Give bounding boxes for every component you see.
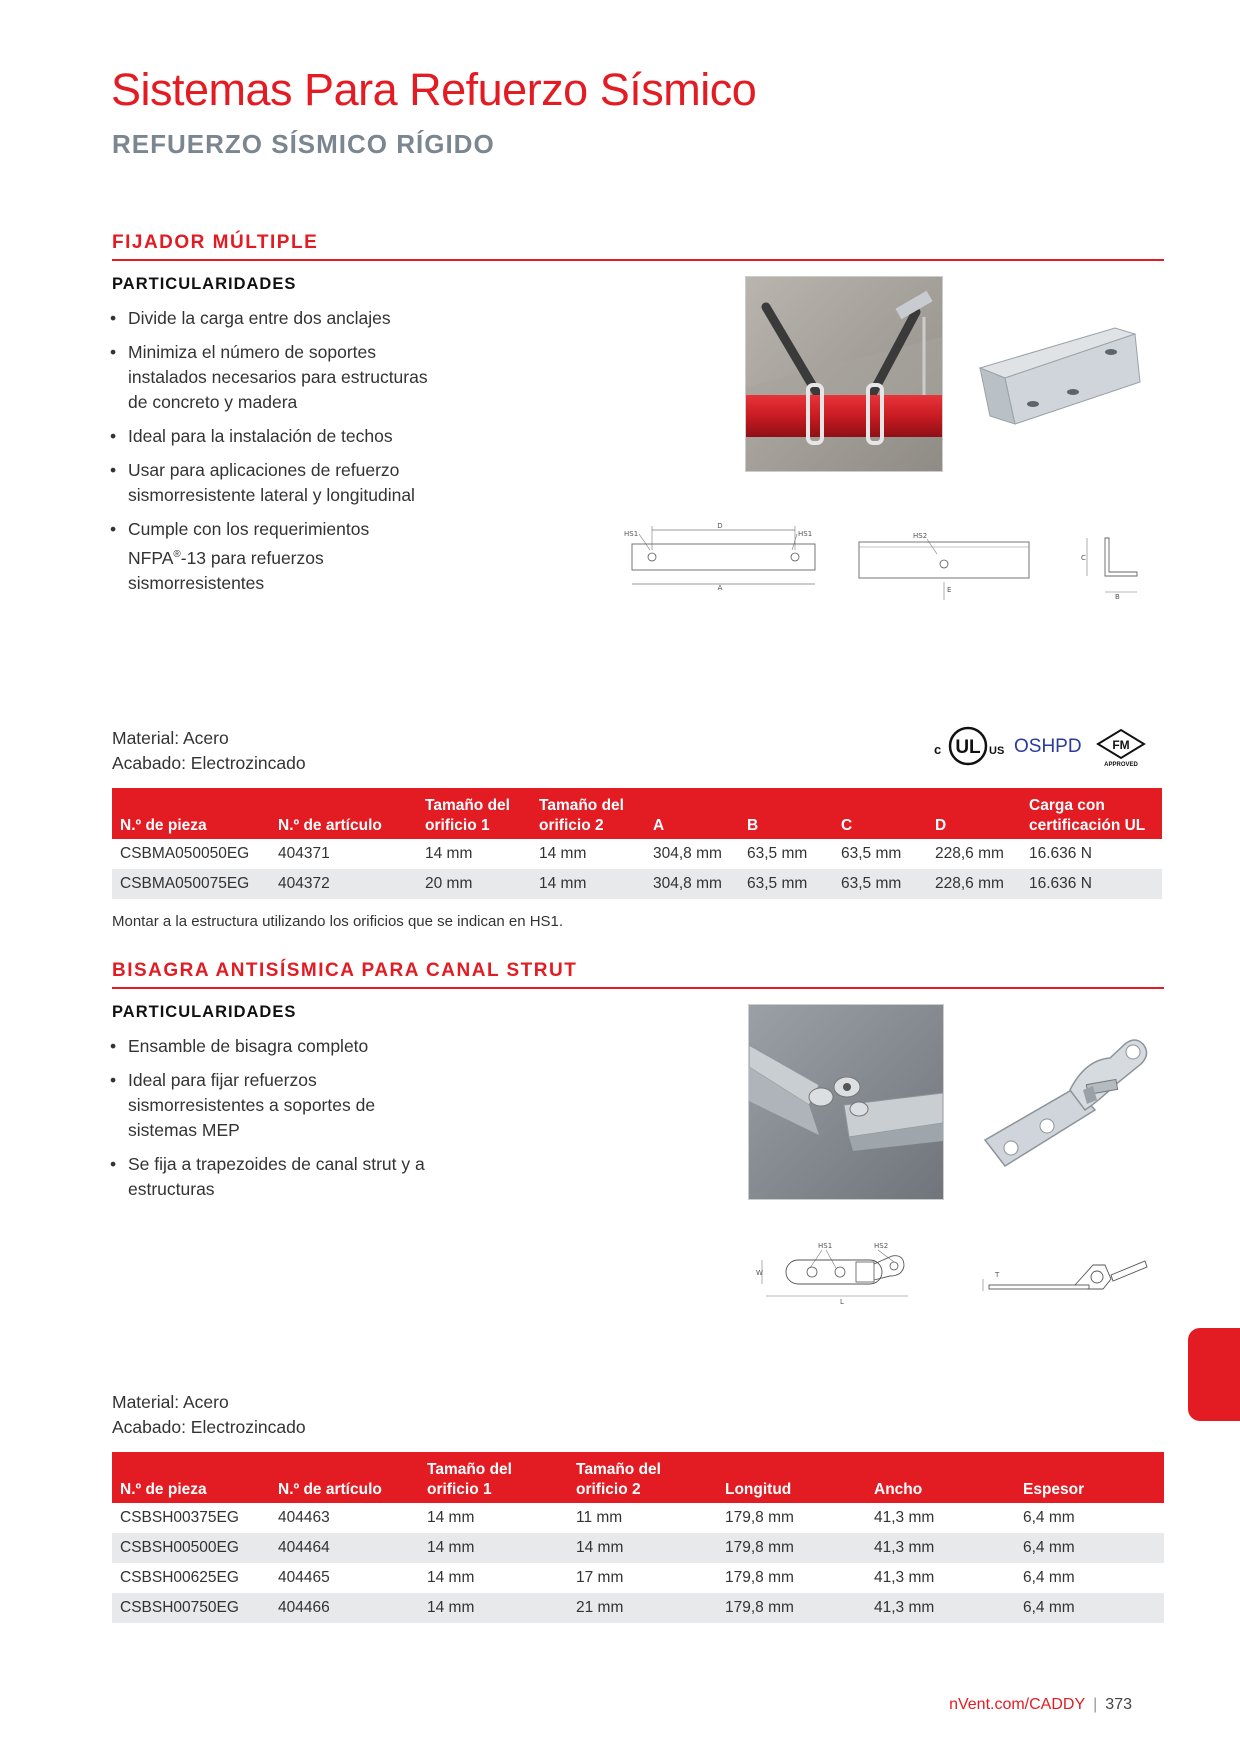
hinge-drawing-side <box>975 1255 1155 1305</box>
table-cell: 404371 <box>278 845 330 862</box>
table-cell: 304,8 mm <box>653 845 722 862</box>
table-cell: 63,5 mm <box>841 845 902 862</box>
ul-c-mark: c <box>934 742 942 757</box>
table-cell: 6,4 mm <box>1023 1569 1075 1586</box>
table-cell: CSBSH00375EG <box>120 1509 239 1526</box>
table-cell: 14 mm <box>419 1593 568 1623</box>
table-row <box>112 1503 1164 1533</box>
col-header: B <box>739 788 833 839</box>
col-header: Tamaño del orificio 1 <box>417 788 531 839</box>
table-header-row <box>112 1452 1164 1503</box>
hinge-installation-photo <box>748 1004 944 1200</box>
fm-mark: FM <box>1112 738 1130 752</box>
feature-item: • Minimiza el número de soportes instalados necesarios para estructuras de concreto y madera <box>108 340 438 415</box>
material-text: Material: Acero <box>112 1392 229 1412</box>
table-cell: 41,3 mm <box>874 1569 935 1586</box>
material-text: Material: Acero <box>112 728 229 748</box>
table-cell: 14 mm <box>531 869 645 899</box>
table-header-row <box>112 788 1162 839</box>
label-l: L <box>840 1298 844 1306</box>
footer: nVent.com/CADDY | 373 <box>949 1696 1132 1713</box>
table-cell: 63,5 mm <box>739 869 833 899</box>
ul-listed-logo <box>934 728 1004 764</box>
section-divider <box>112 259 1164 261</box>
fm-approved-text: APPROVED <box>1104 762 1138 768</box>
label-hs1: HS1 <box>798 530 813 538</box>
footer-link[interactable]: nVent.com/CADDY <box>949 1696 1086 1713</box>
table-row <box>112 1533 1164 1563</box>
finish-text: Acabado: Electrozincado <box>112 1417 306 1437</box>
drawing-top-view <box>620 522 820 597</box>
page-title: Sistemas Para Refuerzo Sísmico <box>111 64 757 115</box>
features-list <box>108 1034 438 1211</box>
table-cell: 14 mm <box>425 845 473 862</box>
col-header: Tamaño del orificio 2 <box>568 1452 717 1503</box>
spec-table-bisagra <box>112 1452 1164 1623</box>
label-w: W <box>756 1269 763 1277</box>
table-cell: 179,8 mm <box>717 1533 866 1563</box>
features-heading: PARTICULARIDADES <box>112 1003 297 1021</box>
col-header: N.º de pieza <box>112 788 270 839</box>
table-cell: 16.636 N <box>1029 845 1092 862</box>
feature-nfpa-text: Cumple con los requerimientos NFPA <box>128 519 370 568</box>
installation-photo <box>745 276 943 472</box>
col-header: Carga con certificación UL <box>1021 788 1162 839</box>
angle-bracket-photo <box>975 320 1145 430</box>
page-subtitle: REFUERZO SÍSMICO RÍGIDO <box>112 129 495 159</box>
table-cell: CSBSH00500EG <box>112 1533 270 1563</box>
label-d: D <box>717 522 723 530</box>
section-tab-marker <box>1188 1328 1240 1421</box>
col-header: Tamaño del orificio 2 <box>531 788 645 839</box>
table-cell: 404466 <box>270 1593 419 1623</box>
section-heading-bisagra: BISAGRA ANTISÍSMICA PARA CANAL STRUT <box>112 960 578 981</box>
feature-item: • Divide la carga entre dos anclajes <box>108 306 438 331</box>
table-cell: 14 mm <box>427 1509 475 1526</box>
table-cell: 6,4 mm <box>1015 1533 1164 1563</box>
table-cell: 404464 <box>270 1533 419 1563</box>
table-cell: 14 mm <box>419 1533 568 1563</box>
label-hs1: HS1 <box>818 1242 833 1250</box>
table-cell: 6,4 mm <box>1023 1509 1075 1526</box>
table-cell: 228,6 mm <box>935 845 1004 862</box>
col-header: A <box>645 788 739 839</box>
feature-item: • Usar para aplicaciones de refuerzo sismorresistente lateral y longitudinal <box>108 458 438 508</box>
table-cell: CSBSH00750EG <box>112 1593 270 1623</box>
col-header: Ancho <box>866 1452 1015 1503</box>
section-heading-fijador: FIJADOR MÚLTIPLE <box>112 232 319 253</box>
table-cell: 179,8 mm <box>717 1593 866 1623</box>
section-divider <box>112 987 1164 989</box>
table-cell: 179,8 mm <box>725 1569 794 1586</box>
table-row <box>112 869 1162 899</box>
col-header: N.º de artículo <box>270 1452 419 1503</box>
table-cell: 14 mm <box>427 1569 475 1586</box>
label-a: A <box>717 584 723 592</box>
col-header: Longitud <box>717 1452 866 1503</box>
ul-mark: UL <box>955 737 981 758</box>
label-t: T <box>995 1271 1000 1279</box>
hinge-drawing-top <box>752 1240 932 1310</box>
table-cell: 41,3 mm <box>866 1533 1015 1563</box>
feature-item: • Se fija a trapezoides de canal strut y a estructuras <box>108 1152 438 1202</box>
table-cell: CSBMA050075EG <box>112 869 270 899</box>
table-cell: 404465 <box>278 1569 330 1586</box>
table-cell: 6,4 mm <box>1015 1593 1164 1623</box>
col-header: C <box>833 788 927 839</box>
page-number: 373 <box>1105 1696 1132 1713</box>
fm-approved-logo <box>1098 730 1144 768</box>
feature-item: • Ideal para la instalación de techos <box>108 424 438 449</box>
finish-text: Acabado: Electrozincado <box>112 753 306 773</box>
label-c: C <box>1081 554 1086 562</box>
label-hs1: HS1 <box>624 530 639 538</box>
table-row <box>112 1563 1164 1593</box>
table-cell: 404463 <box>278 1509 330 1526</box>
feature-nfpa-text-end: -13 para refuerzos sismorresistentes <box>128 547 324 593</box>
col-header: N.º de artículo <box>270 788 417 839</box>
table-cell: 404372 <box>270 869 417 899</box>
table-cell: 21 mm <box>568 1593 717 1623</box>
oshpd-logo: OSHPD <box>1014 736 1082 757</box>
features-heading: PARTICULARIDADES <box>112 275 297 293</box>
table-cell: 41,3 mm <box>874 1509 935 1526</box>
table-cell: 14 mm <box>568 1533 717 1563</box>
mounting-note: Montar a la estructura utilizando los orificios que se indican en HS1. <box>112 913 564 930</box>
feature-item: • Ideal para fijar refuerzos sismorresistentes a soportes de sistemas MEP <box>108 1068 438 1143</box>
table-cell: 11 mm <box>576 1509 623 1526</box>
table-cell: CSBMA050050EG <box>120 845 250 862</box>
hinge-part-photo <box>975 1030 1155 1180</box>
registered-mark: ® <box>173 549 181 560</box>
label-b: B <box>1115 593 1120 601</box>
feature-item: • Ensamble de bisagra completo <box>108 1034 438 1059</box>
drawing-side-view <box>1075 532 1145 602</box>
table-cell: 63,5 mm <box>747 845 808 862</box>
table-cell: 179,8 mm <box>725 1509 794 1526</box>
table-cell: 63,5 mm <box>833 869 927 899</box>
table-cell: CSBSH00625EG <box>120 1569 239 1586</box>
features-list <box>108 306 438 605</box>
table-cell: 304,8 mm <box>645 869 739 899</box>
label-e: E <box>947 586 952 594</box>
col-header: N.º de pieza <box>112 1452 270 1503</box>
table-cell: 41,3 mm <box>866 1593 1015 1623</box>
ul-us-mark: US <box>989 745 1005 757</box>
col-header: D <box>927 788 1021 839</box>
spec-table-fijador <box>112 788 1162 899</box>
label-hs2: HS2 <box>874 1242 889 1250</box>
table-row <box>112 839 1162 869</box>
table-cell: 20 mm <box>417 869 531 899</box>
table-row <box>112 1593 1164 1623</box>
feature-item <box>108 517 438 596</box>
certification-logos <box>932 724 1162 768</box>
table-cell: 14 mm <box>539 845 587 862</box>
drawing-front-view <box>855 530 1035 605</box>
table-cell: 16.636 N <box>1021 869 1162 899</box>
table-cell: 228,6 mm <box>927 869 1021 899</box>
table-cell: 17 mm <box>576 1569 624 1586</box>
col-header: Espesor <box>1015 1452 1164 1503</box>
col-header: Tamaño del orificio 1 <box>419 1452 568 1503</box>
label-hs2: HS2 <box>913 532 928 540</box>
